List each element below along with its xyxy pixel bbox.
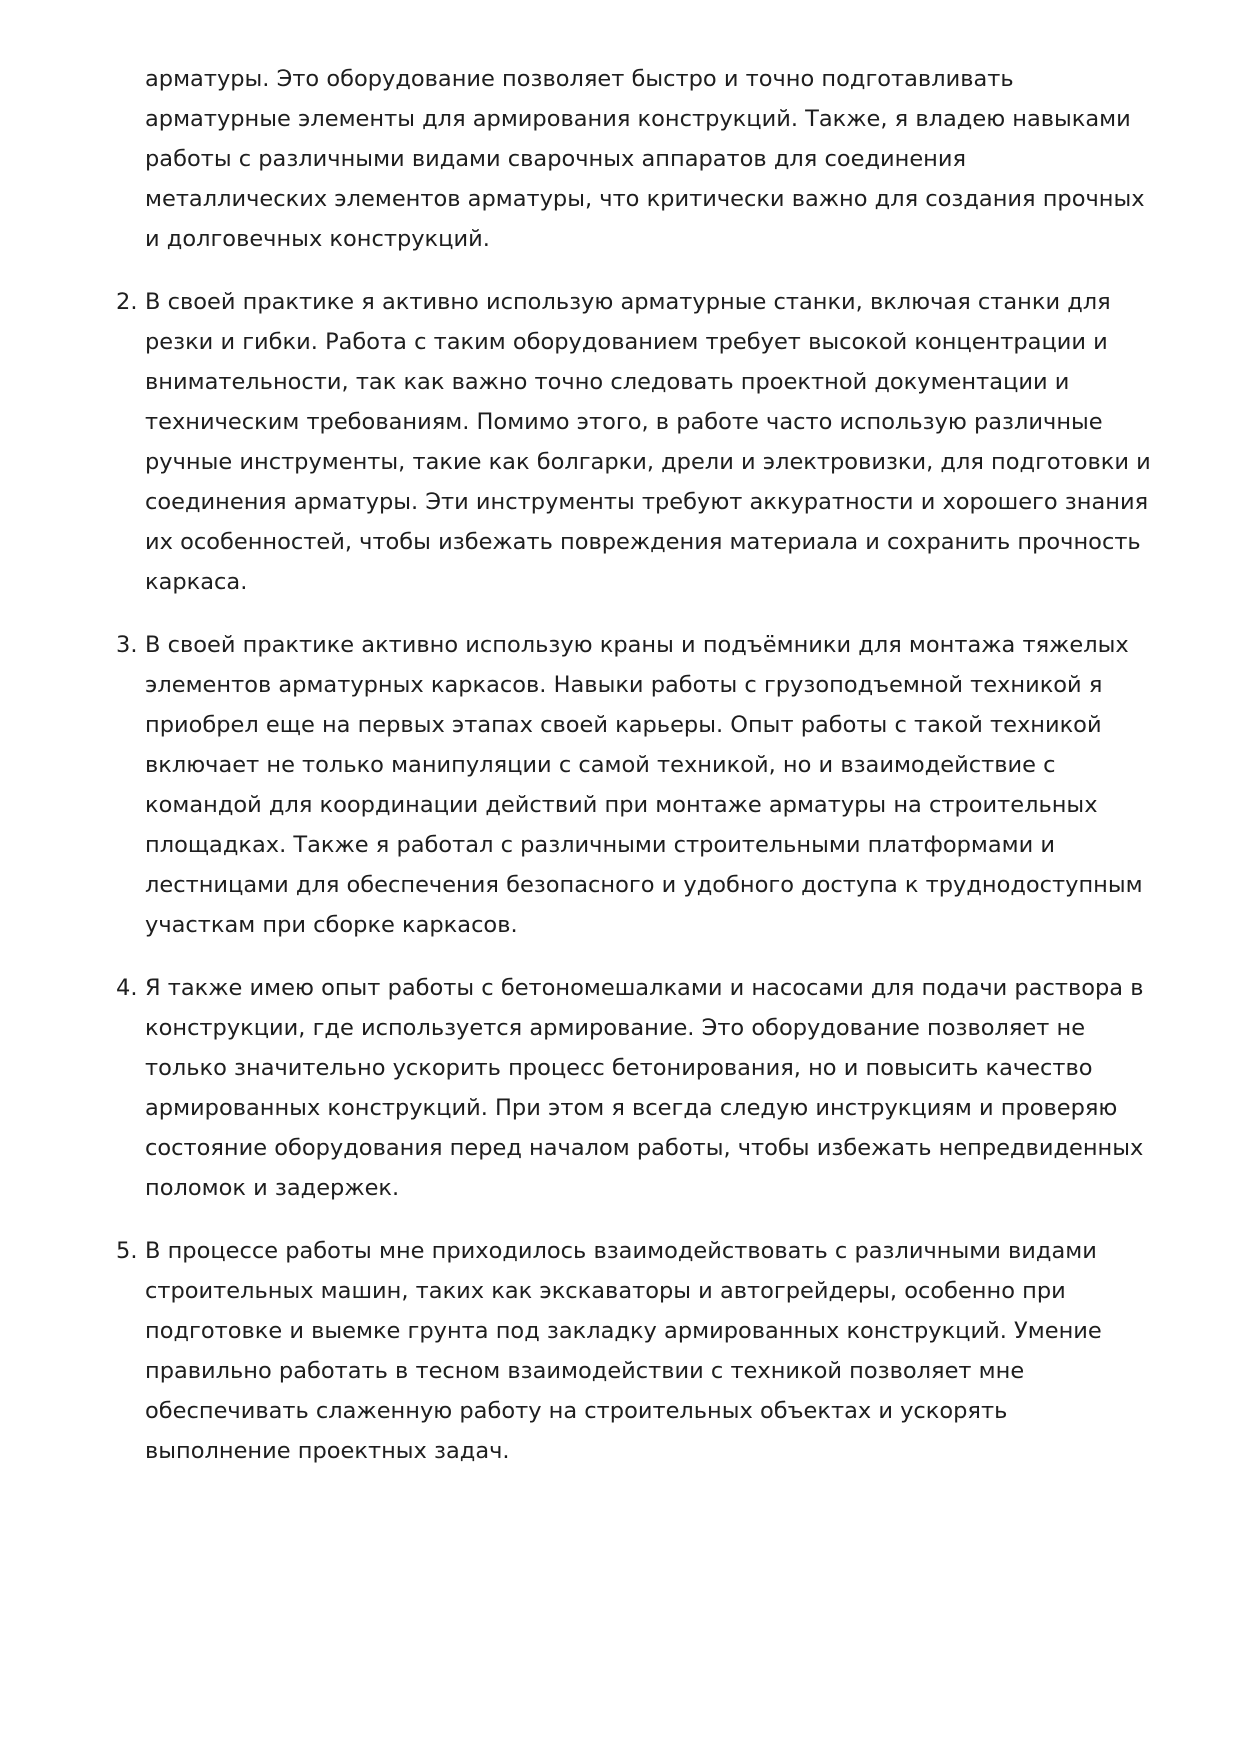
list-item-text: В своей практике активно использую краны и подъёмники для монтажа тяжелых элементов арматурных каркасов. Навыки работы с грузоподъемной техникой я приобрел еще на первых этапах своей карьеры. Опыт работы с такой техникой включает не только манипуляции с самой техникой, но и взаимодействие с командой для координации действий при монтаже арматуры на строительных площадках. Также я работал с различными строительными платформами и лестницами для обеспечения безопасного и удобного доступа к труднодоступным участкам при сборке каркасов. <box>145 632 1143 938</box>
list-item-number: 5. <box>116 1238 138 1264</box>
document-body <box>116 59 1155 1494</box>
continuation-paragraph: арматуры. Это оборудование позволяет быстро и точно подготавливать арматурные элементы для армирования конструкций. Также, я владею навыками работы с различными видами сварочных аппаратов для соединения металлических элементов арматуры, что критически важно для создания прочных и долговечных конструкций. <box>145 66 1145 252</box>
list-item-number: 4. <box>116 975 138 1001</box>
list-item-4 <box>116 968 1155 1208</box>
list-item-text: В своей практике я активно использую арматурные станки, включая станки для резки и гибки. Работа с таким оборудованием требует высокой концентрации и внимательности, так как важно точно следовать проектной документации и техническим требованиям. Помимо этого, в работе часто использую различные ручные инструменты, такие как болгарки, дрели и электровизки, для подготовки и соединения арматуры. Эти инструменты требуют аккуратности и хорошего знания их особенностей, чтобы избежать повреждения материала и сохранить прочность каркаса. <box>145 289 1151 595</box>
list-item-3 <box>116 625 1155 945</box>
list-item-text: В процессе работы мне приходилось взаимодействовать с различными видами строительных машин, таких как экскаваторы и автогрейдеры, особенно при подготовке и выемке грунта под закладку армированных конструкций. Умение правильно работать в тесном взаимодействии с техникой позволяет мне обеспечивать слаженную работу на строительных объектах и ускорять выполнение проектных задач. <box>145 1238 1102 1464</box>
list-item-number: 3. <box>116 632 138 658</box>
list-item-2 <box>116 282 1155 602</box>
list-item-5 <box>116 1231 1155 1471</box>
list-item-text: Я также имею опыт работы с бетономешалками и насосами для подачи раствора в конструкции, где используется армирование. Это оборудование позволяет не только значительно ускорить процесс бетонирования, но и повысить качество армированных конструкций. При этом я всегда следую инструкциям и проверяю состояние оборудования перед началом работы, чтобы избежать непредвиденных поломок и задержек. <box>145 975 1144 1201</box>
list-item-number: 2. <box>116 289 138 315</box>
